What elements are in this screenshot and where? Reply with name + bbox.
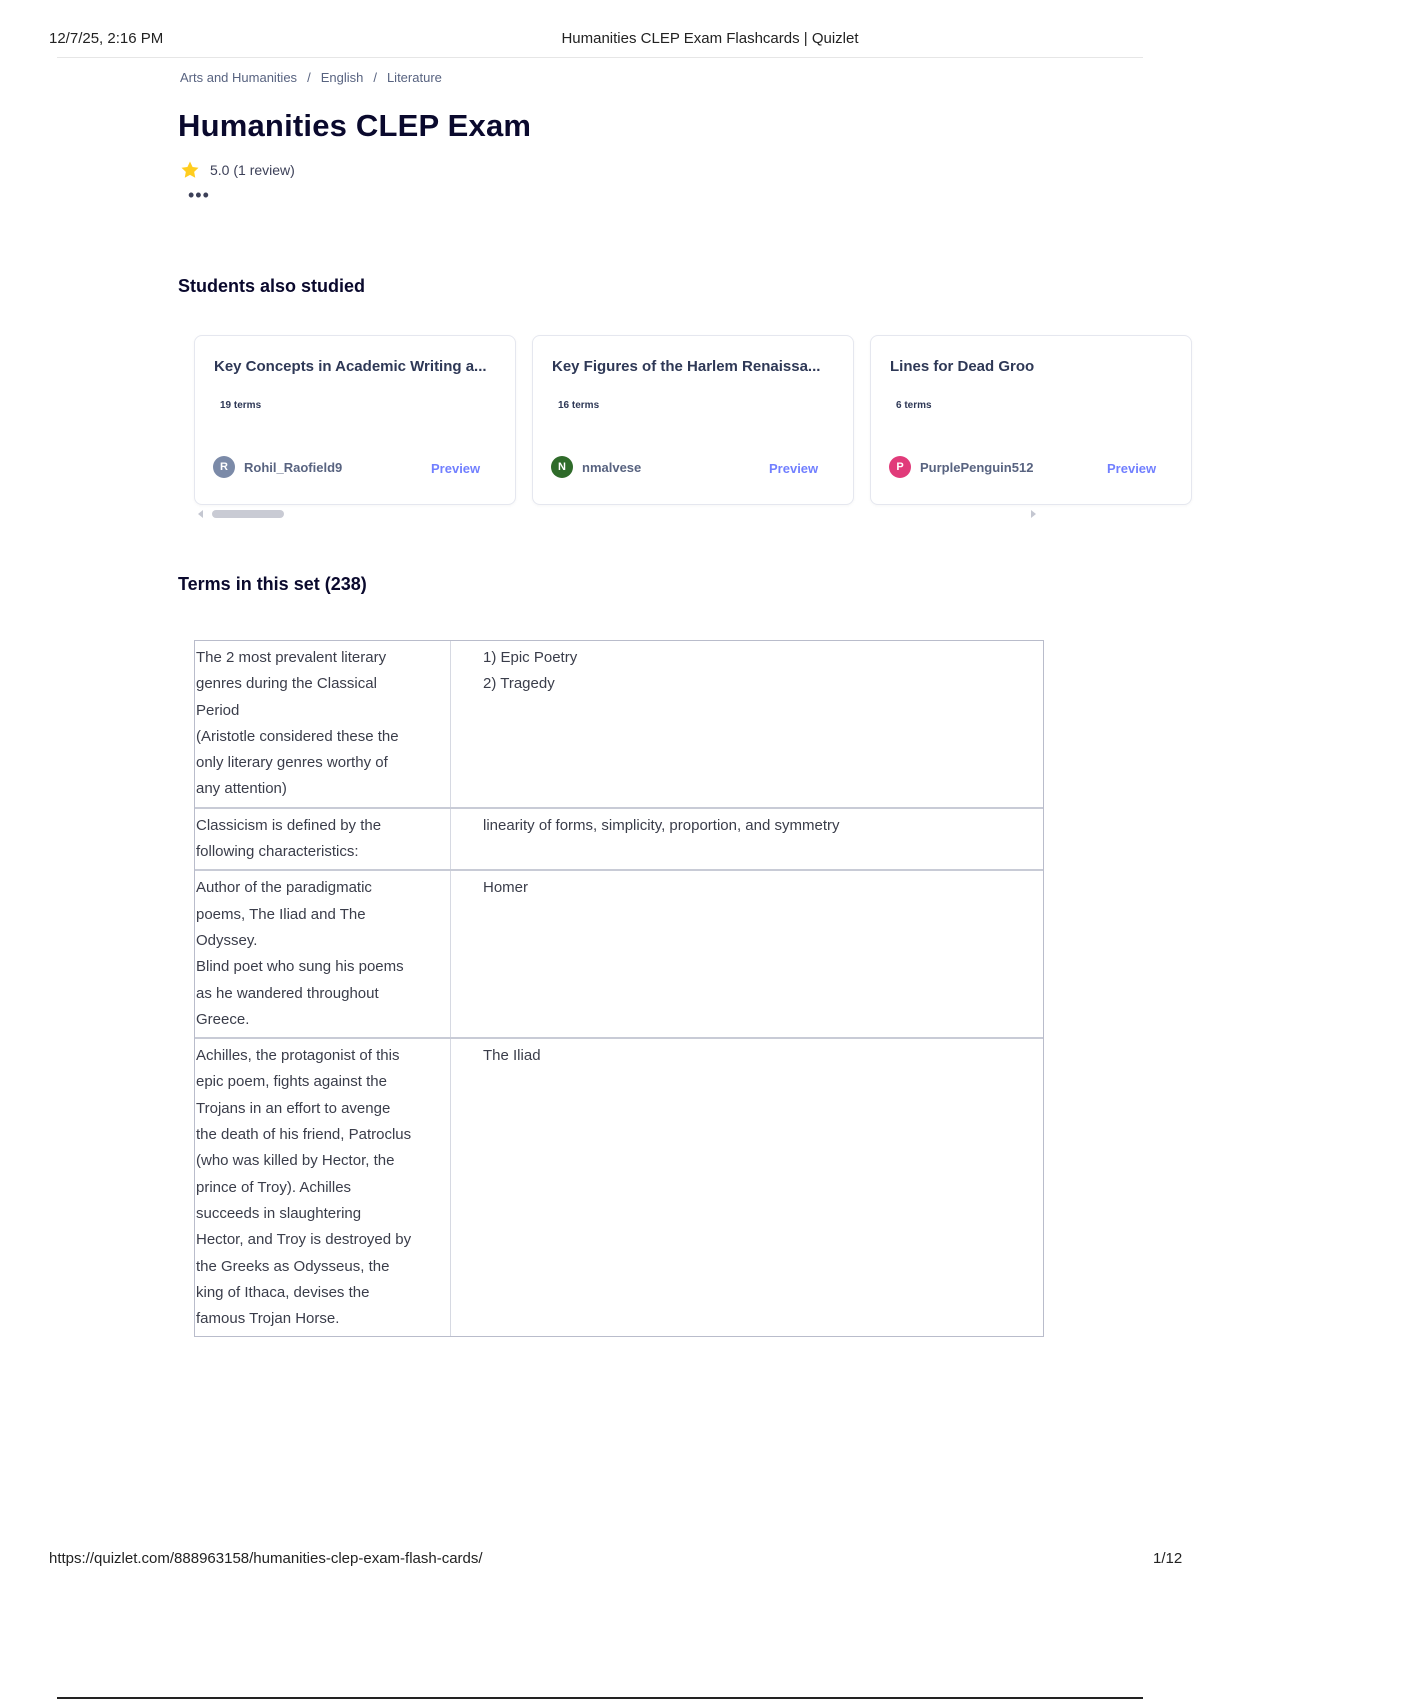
term-cell: Classicism is defined by the following characteristics: (195, 809, 451, 870)
bottom-divider (57, 1697, 1143, 1699)
card-term-count: 16 terms (558, 400, 600, 411)
table-row (195, 641, 1043, 807)
related-set-card[interactable] (870, 335, 1192, 505)
related-set-card[interactable] (194, 335, 516, 505)
preview-button[interactable]: Preview (769, 461, 819, 476)
breadcrumb-item-literature[interactable]: Literature (386, 70, 442, 85)
print-datetime: 12/7/25, 2:16 PM (49, 30, 164, 47)
breadcrumb-item-arts-and-humanities[interactable]: Arts and Humanities (180, 70, 298, 85)
scroll-left-arrow-icon[interactable] (198, 510, 203, 518)
definition-cell: Homer (483, 879, 529, 897)
scrollbar-thumb[interactable] (212, 510, 284, 518)
print-page-number: 1/12 (1153, 1550, 1183, 1567)
breadcrumb (180, 70, 442, 85)
card-author[interactable] (213, 456, 342, 478)
term-cell: Author of the paradigmatic poems, The Iliad and The Odyssey. Blind poet who sung his poems as he wandered throughout Greece. (195, 871, 451, 1037)
terms-in-set-heading: Terms in this set (238) (178, 574, 367, 594)
page-title: Humanities CLEP Exam (178, 108, 532, 143)
author-name: Rohil_Raofield9 (244, 459, 343, 475)
table-row (195, 1037, 1043, 1336)
star-icon (180, 160, 200, 180)
table-row (195, 807, 1043, 870)
avatar: R (213, 456, 235, 478)
breadcrumb-separator: / (373, 70, 377, 85)
print-url: https://quizlet.com/888963158/humanities-clep-exam-flash-cards/ (49, 1550, 483, 1567)
preview-button[interactable]: Preview (431, 461, 481, 476)
author-name: nmalvese (582, 459, 642, 475)
breadcrumb-separator: / (307, 70, 311, 85)
card-title[interactable]: Lines for Dead Groo (890, 358, 1035, 375)
avatar: N (551, 456, 573, 478)
print-document-title: Humanities CLEP Exam Flashcards | Quizlet (561, 30, 859, 47)
definition-cell: 1) Epic Poetry 2) Tragedy (483, 649, 578, 693)
related-set-card[interactable] (532, 335, 854, 505)
term-cell: Achilles, the protagonist of this epic poem, fights against the Trojans in an effort to avenge the death of his friend, Patroclus (who was killed by Hector, the prince of Troy). Achilles succeeds in slaughtering Hector, and Troy is destroyed by the Greeks as Odysseus, the king of Ithaca, devises the famous Trojan Horse. (195, 1039, 451, 1336)
breadcrumb-item-english[interactable]: English (320, 70, 364, 85)
avatar: P (889, 456, 911, 478)
card-title[interactable]: Key Concepts in Academic Writing a... (214, 358, 487, 375)
header-divider (57, 57, 1143, 58)
rating-text: 5.0 (1 review) (210, 162, 295, 178)
definition-cell: The Iliad (483, 1047, 541, 1065)
rating[interactable] (180, 160, 295, 180)
card-title[interactable]: Key Figures of the Harlem Renaissa... (552, 358, 821, 375)
students-also-studied-heading: Students also studied (178, 276, 366, 296)
card-author[interactable] (889, 456, 1033, 478)
definition-cell: linearity of forms, simplicity, proportion, and symmetry (483, 816, 840, 834)
card-term-count: 19 terms (220, 400, 262, 411)
terms-table (194, 640, 1044, 1337)
carousel-scrollbar[interactable] (198, 509, 1036, 519)
card-author[interactable] (551, 456, 641, 478)
related-sets-carousel[interactable] (194, 335, 1157, 511)
card-term-count: 6 terms (896, 400, 932, 411)
print-header (0, 30, 1200, 50)
preview-button[interactable]: Preview (1107, 461, 1157, 476)
term-cell: The 2 most prevalent literary genres during the Classical Period (Aristotle considered these the only literary genres worthy of any attention) (195, 641, 451, 807)
more-options-button[interactable]: ••• (188, 185, 210, 205)
author-name: PurplePenguin512 (920, 459, 1034, 475)
scroll-right-arrow-icon[interactable] (1031, 510, 1036, 518)
table-row (195, 869, 1043, 1037)
